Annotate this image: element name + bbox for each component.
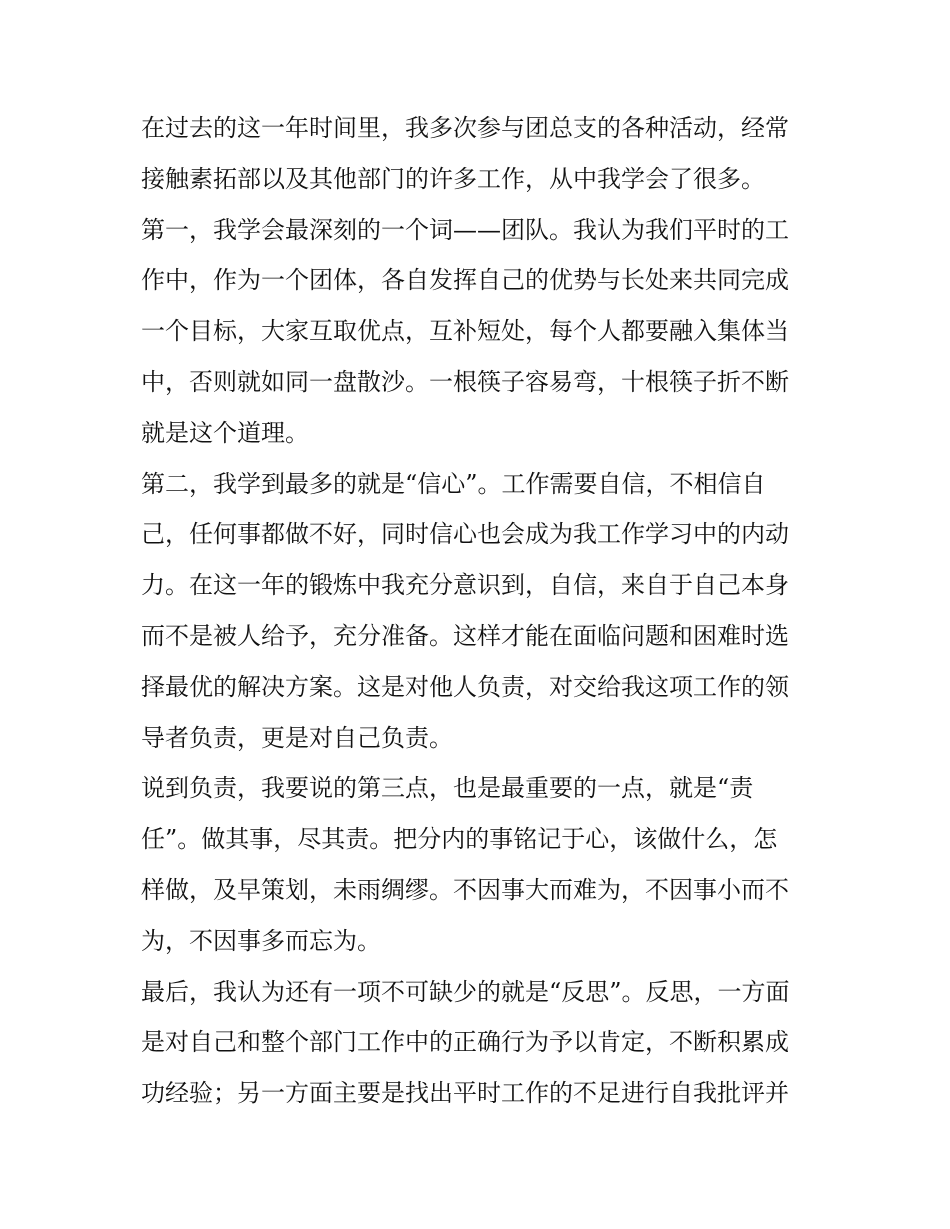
text-line: 就是这个道理。 bbox=[141, 418, 309, 447]
text-line: 作中，作为一个团体，各自发挥自己的优势与长处来共同完成 bbox=[141, 266, 789, 295]
text-line: 是对自己和整个部门工作中的正确行为予以肯定，不断积累成 bbox=[141, 1028, 789, 1057]
text-line: 在过去的这一年时间里，我多次参与团总支的各种活动，经常 bbox=[141, 114, 789, 142]
text-line: 任”。做其事，尽其责。把分内的事铭记于心，该做什么，怎 bbox=[141, 825, 778, 854]
text-line: 说到负责，我要说的第三点，也是最重要的一点，就是“责 bbox=[141, 774, 754, 803]
text-line: 接触素拓部以及其他部门的许多工作，从中我学会了很多。 bbox=[141, 164, 765, 193]
text-line: 己，任何事都做不好，同时信心也会成为我工作学习中的内动 bbox=[141, 520, 789, 549]
text-line: 一个目标，大家互取优点，互补短处，每个人都要融入集体当 bbox=[141, 317, 789, 346]
text-line: 样做，及早策划，未雨绸缪。不因事大而难为，不因事小而不 bbox=[141, 875, 789, 904]
text-line: 第一，我学会最深刻的一个词——团队。我认为我们平时的工 bbox=[141, 215, 789, 244]
text-line: 最后，我认为还有一项不可缺少的就是“反思”。反思，一方面 bbox=[141, 977, 790, 1006]
text-line: 第二，我学到最多的就是“信心”。工作需要自信，不相信自 bbox=[141, 469, 766, 498]
text-line: 为，不因事多而忘为。 bbox=[141, 926, 381, 955]
text-line: 功经验；另一方面主要是找出平时工作的不足进行自我批评并 bbox=[141, 1079, 789, 1108]
text-line: 力。在这一年的锻炼中我充分意识到，自信，来自于自己本身 bbox=[141, 571, 789, 600]
body-text bbox=[141, 103, 813, 1119]
text-line: 择最优的解决方案。这是对他人负责，对交给我这项工作的领 bbox=[141, 672, 789, 701]
text-line: 导者负责，更是对自己负责。 bbox=[141, 723, 453, 752]
text-line: 而不是被人给予，充分准备。这样才能在面临问题和困难时选 bbox=[141, 621, 789, 650]
text-line: 中，否则就如同一盘散沙。一根筷子容易弯，十根筷子折不断 bbox=[141, 367, 789, 396]
